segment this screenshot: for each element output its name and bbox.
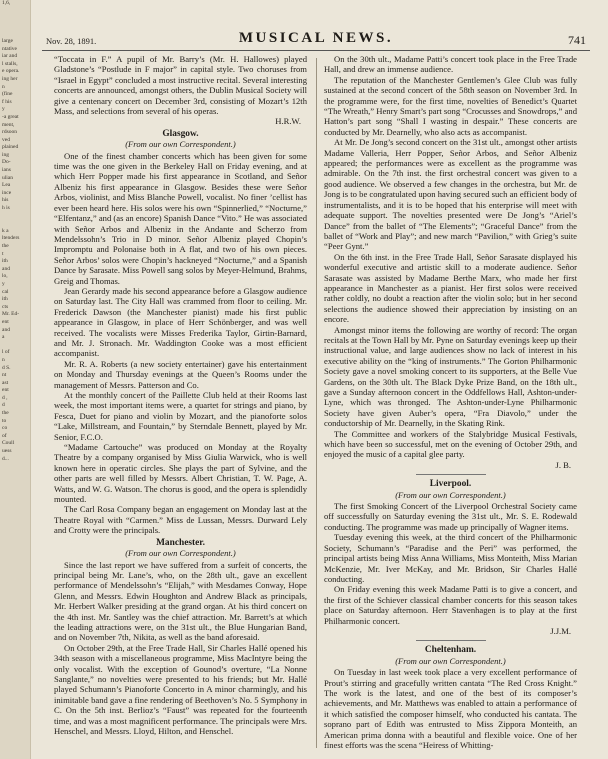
right-column	[324, 54, 577, 750]
manchester-paragraph-7: Amongst minor items the following are worthy of record: The organ recitals at the Town Hall by Mr. Pyne on Saturday evenings keep up their instructional value, and large audiences show no lack of interest in his executive ability on the “king of instruments.” The Gorton Philharmonic Society gave a novel smoking concert to its supporters, at the Belle Vue Gardens, on the 30th ult. The Black Dyke Prize Band, on the 18th ult., gave a Sunday afternoon concert in the Oddfellows Hall, Ashton-under-Lyne, which was thronged. The Ashton-under-Lyne Philharmonic Society have given Auber’s opera, “Fra Diavolo,” under the conductorship of Mr. Dearnelly, in the Skating Rink.	[324, 324, 577, 429]
margin-fragment: and	[2, 326, 10, 333]
margin-fragment: Do-	[2, 159, 11, 166]
manchester-paragraph-3: On the 30th ult., Madame Patti’s concert took place in the Free Trade Hall, and drew an immense audience.	[324, 54, 577, 75]
signature-hrw: H.R.W.	[275, 116, 301, 127]
margin-fragment: plained	[2, 144, 19, 151]
manchester-heading: Manchester.	[156, 537, 205, 548]
cheltenham-subheading: (From our own Correspondent.)	[395, 655, 506, 666]
margin-fragment: rdsoon	[2, 129, 17, 136]
manchester-paragraph-8: The Committee and workers of the Stalybridge Musical Festivals, which have been so successful, met on the evening of October 29th, and enjoyed the music of a capital glee party.	[324, 428, 577, 460]
liverpool-paragraph-3: On Friday evening this week Madame Patti is to give a concert, and the first of the Schiever classical chamber concerts for this season takes place on Saturday afternoon. Herr Stavenhagen is to play at the first Philharmonic concert.	[324, 584, 577, 626]
margin-fragment: ved	[2, 136, 10, 143]
manchester-paragraph-6: On the 6th inst. in the Free Trade Hall, Señor Sarasate displayed his wonderful executive and artistic skill to a moderate audience. Señor Sarasate was assisted by Madame Berthe Marx, who made her first appearance in Manchester as a pianist. Her first solos were received rather coldly, no doubt a reaction after the violin solo; but in her second selections the audience showed their appreciation by insisting on an encore.	[324, 251, 577, 325]
margin-fragment	[0, 8, 30, 16]
column-divider	[316, 58, 317, 748]
margin-fragment: (fine	[2, 91, 13, 98]
margin-fragment: ltenders	[2, 235, 20, 242]
glasgow-paragraph-5: “Madame Cartouche” was produced on Monday at the Royalty Theatre by a company organised by Miss Giulia Warwick, who is well known here in operatic circles. She plays the part of Sylvine, and the other parts are well filled by Messrs. Albert Christian, T. W. Page, A. Watts, and W. G. Watson. The chorus is good, and the opera is splendidly mounted.	[54, 442, 307, 505]
glasgow-heading: Glasgow.	[162, 128, 199, 139]
margin-fragment: the	[2, 410, 9, 417]
margin-fragment: y	[2, 106, 5, 113]
signature-jjm: J.J.M.	[550, 625, 571, 636]
glasgow-paragraph-2: Jean Gerardy made his second appearance before a Glasgow audience on Saturday last. The City Hall was crammed from floor to ceiling. Mr. Frederick Dawson (the Manchester pianist) made his first public appearance in Glasgow, in place of Herr Schönberger, and was well received. The vocalists were Misses Frederika Taylor, Girtin-Barnard, and Mr. J. Stronach. Mr. Waddington Cooke was a most efficient accompanist.	[54, 285, 307, 359]
margin-fragment: l of	[2, 349, 10, 356]
section-rule	[416, 474, 486, 475]
margin-fragment: ast	[2, 379, 9, 386]
margin-fragment: e opera.	[2, 68, 20, 75]
manchester-paragraph-1: Since the last report we have suffered from a surfeit of concerts, the principal being Mr. Lane’s, who, on the 28th ult., gave an excellent performance of Mendelssohn’s “Elijah,” with Mesdames Conway, Hope Glenn, and Messrs. Edwin Houghton and Andrew Black as principals, Mr. Herbert Walker presiding at the grand organ. At his third concert on the 4th inst. Mr. Santley was the chief attraction. Mr. Barrett’s at which the leading attractions were, on the 31st ult., the Blue Hungarian Band, and on November 7th, Nikita, as well as the band aforesaid.	[54, 559, 307, 643]
margin-fragment: Mr. Ed-	[2, 311, 20, 318]
liverpool-paragraph-1: The first Smoking Concert of the Liverpool Orchestral Society came off successfully on Saturday evening the 31st ult., Mr. S. E. Rodewald conducting. The programme was made up principally of Wagner items.	[324, 501, 577, 532]
margin-fragment: -a great	[2, 113, 19, 120]
margin-fragment: h is	[2, 205, 10, 212]
publication-title: MUSICAL NEWS.	[238, 30, 394, 46]
manchester-paragraph-5: At Mr. De Jong’s second concert on the 31st ult., amongst other artists Madame Valleria, Herr Popper, Señor Arbos, and Señor Albeniz appeared; the performances were as excellent as the programme was admirable. On the 7th inst. the first orchestral concert was given to a good audience. We observed a few changes in the orchestra, but Mr. de Jong is to be congratulated upon having secured such an efficient body of instrumentalists, and it is to be hoped that his enterprise will meet with adequate support. The novelties presented were De Jong’s “Ariel’s Dance” from the ballet of “The Elements”; “Graceful Dance” from the ballet of “Work and Play”; and new march “Pavilion,” with Grieg’s suite “Peer Gynt.”	[324, 137, 577, 252]
margin-fragment	[0, 23, 30, 31]
margin-fragment: ing	[2, 151, 10, 158]
margin-fragment: n	[2, 83, 5, 90]
margin-fragment: his	[2, 197, 9, 204]
margin-fragment: iar and	[2, 53, 18, 60]
margin-fragment: d...	[2, 455, 9, 462]
dublin-paragraph: “Toccata in F.” A pupil of Mr. Barry’s (Mr. H. Hallowes) played Gladstone’s “Postlude in F major” in capital style. Two choruses from “Israel in Egypt” concluded a most instructive recital. Several interesting concerts are announced, amongst others, the Dublin Musical Society will give a centenary concert on December 3rd, consisting of Mozart’s 12th Mass, and selections from several of his operas.	[54, 54, 307, 117]
margin-fragment: Lea	[2, 182, 11, 189]
margin-fragment: 1,6,	[2, 0, 11, 6]
margin-fragment: large	[2, 37, 13, 44]
manchester-subheading: (From our own Correspondent.)	[125, 548, 236, 559]
margin-fragment	[0, 15, 30, 23]
margin-fragment: nt	[2, 372, 7, 379]
manchester-paragraph-4: The reputation of the Manchester Gentlemen’s Glee Club was fully sustained at the second concert of the 58th season on November 3rd. In the programme were, for the first time, novelties of Benedict’s Quartet “The Wreath,” Henry Smart’s part song “Crocusses and Snowdrops,” and Hatton’s part song “Shall I wasting in despair.” These concerts are conducted by Mr. Dearnelly, who also acts as accompanist.	[324, 74, 577, 137]
glasgow-paragraph-3: Mr. R. A. Roberts (a new society entertainer) gave his entertainment on Monday and Thursday evenings at the Queen’s Rooms under the management of Messrs. Patterson and Co.	[54, 358, 307, 390]
glasgow-subheading: (From our own Correspondent.)	[125, 139, 236, 150]
adjacent-page-margin	[0, 0, 31, 759]
margin-fragment: ith	[2, 296, 8, 303]
signature-jb: J. B.	[555, 459, 571, 470]
manchester-paragraph-2: On October 29th, at the Free Trade Hall, Sir Charles Hallé opened his 34th season with a miscellaneous programme, Miss MacIntyre being the only vocalist. With the exception of Gounod’s overture, “La Nonne Sanglante,” no novelties were presented to his friends; but Mr. Hallé played Schumann’s Pianoforte Concerto in A minor charmingly, and his inimitable band gave a fine rendering of Beethoven’s No. 5 Symphony in C. On the 5th inst. Berlioz’s “Faust” was repeated for the fourteenth time, and was a most magnificent performance. The principals were Mrs. Henschel, and Messrs. Lloyd, Hilton, and Henschel.	[54, 642, 307, 736]
margin-fragment: ians	[2, 167, 11, 174]
margin-fragment: y	[2, 280, 5, 287]
cheltenham-heading: Cheltenham.	[424, 645, 477, 656]
margin-fragment: of	[2, 432, 7, 439]
page-header	[42, 28, 590, 51]
margin-fragment: and	[2, 265, 10, 272]
margin-fragment: ment,	[2, 121, 15, 128]
margin-fragment: a	[2, 334, 5, 341]
margin-fragment: co	[2, 425, 8, 432]
cheltenham-paragraph-1: On Tuesday in last week took place a very excellent performance of Prout’s stirring and gracefully written cantata “The Red Cross Knight.” The work is the latest, and one of the best of its composer’s achievements, and Mr. Matthews was enabled to attain a performance of it which satisfied the composer himself, who conducted his cantata. The soprano part of Edith was entrusted to Miss Zippora Monteith, an American prima donna with a beautiful and flexible voice. One of her finest efforts was the scena “Heiress of Whitting-	[324, 667, 577, 750]
margin-fragment: uess	[2, 448, 12, 455]
liverpool-subheading: (From our own Correspondent.)	[395, 489, 506, 500]
liverpool-heading: Liverpool.	[429, 479, 472, 490]
margin-fragment: ntative	[2, 45, 17, 52]
margin-fragment: l stalls,	[2, 60, 18, 67]
margin-fragment: the	[2, 243, 9, 249]
margin-fragment: ulian	[2, 174, 13, 181]
margin-fragment: cal	[2, 288, 9, 295]
margin-fragment: ing her	[2, 75, 18, 82]
margin-fragment: ent	[2, 387, 9, 394]
glasgow-paragraph-4: At the monthly concert of the Paillette Club held at their Rooms last week, the most important items were, a quartet for strings and piano, by Fesca, Duet for piano and violin by Mozart, and the pianoforte solos “Lake, Millstream, and Fountain,” by Sterndale Bennett, played by Mr. Senior, F.C.O.	[54, 390, 307, 442]
glasgow-paragraph-6: The Carl Rosa Company began an engagement on Monday last at the Theatre Royal with “Carmen.” Miss de Lussan, Messrs. Durward Lely and Crotty were the principals.	[54, 504, 307, 536]
left-column	[54, 54, 307, 736]
margin-fragment: ith	[2, 258, 8, 265]
margin-fragment: f his	[2, 98, 12, 105]
margin-fragment: d	[2, 402, 5, 409]
margin-fragment: ince	[2, 189, 12, 196]
margin-fragment: cts	[2, 303, 9, 310]
margin-fragment	[0, 30, 30, 38]
margin-fragment: d ,	[2, 394, 8, 401]
margin-fragment: k a	[2, 227, 9, 234]
margin-fragment: ent	[2, 318, 9, 325]
margin-fragment: Coull	[2, 440, 15, 447]
glasgow-paragraph-1: One of the finest chamber concerts which has been given for some time was the one given in the Berkeley Hall on Friday evening, and at which Herr Popper made his first appearance in Scotland, and Señor Albeniz his first appearance in Glasgow. Besides these were Señor Arbos, violinist, and Miss Blanche Powell, vocalist. No finer ’cellist has ever been heard here. His solos were his own “Spinnerlied,” “Nocturne,” “Elfentanz,” and (as an encore) Spanish Dance “Vito.” He was associated with Señor Arbos and Albeniz in the Andante and Scherzo from Mendelssohn’s Trio in D minor. Señor Albeniz played Chopin’s Impromptu and Polonaise both in A flat, and two of his own pieces. Señor Arbos’ solos were Chopin’s hackneyed “Nocturne,” and a Spanish Dance by Sarasate. Miss Powell sang solos by Meyer-Helmund, Brahms, Greig and Thomas.	[54, 150, 307, 286]
margin-fragment: t	[2, 250, 4, 257]
margin-fragment: lo,	[2, 273, 8, 280]
margin-fragment	[0, 220, 30, 228]
liverpool-paragraph-2: Tuesday evening this week, at the third concert of the Philharmonic Society, Schumann’s “Paradise and the Peri” was performed, the principal artists being Miss Anna Williams, Miss Monteith, Miss Marian McKenzie, Mr. Iver McKay, and Mr. Bridson, Sir Charles Hallé conducting.	[324, 532, 577, 584]
section-rule	[416, 640, 486, 641]
margin-fragment: to	[2, 417, 7, 424]
page-number: 741	[568, 33, 586, 47]
margin-fragment: n	[2, 356, 5, 363]
margin-fragment: d S.	[2, 364, 11, 371]
newspaper-page	[38, 0, 594, 759]
margin-fragment	[0, 213, 30, 221]
issue-date: Nov. 28, 1891.	[46, 36, 97, 46]
